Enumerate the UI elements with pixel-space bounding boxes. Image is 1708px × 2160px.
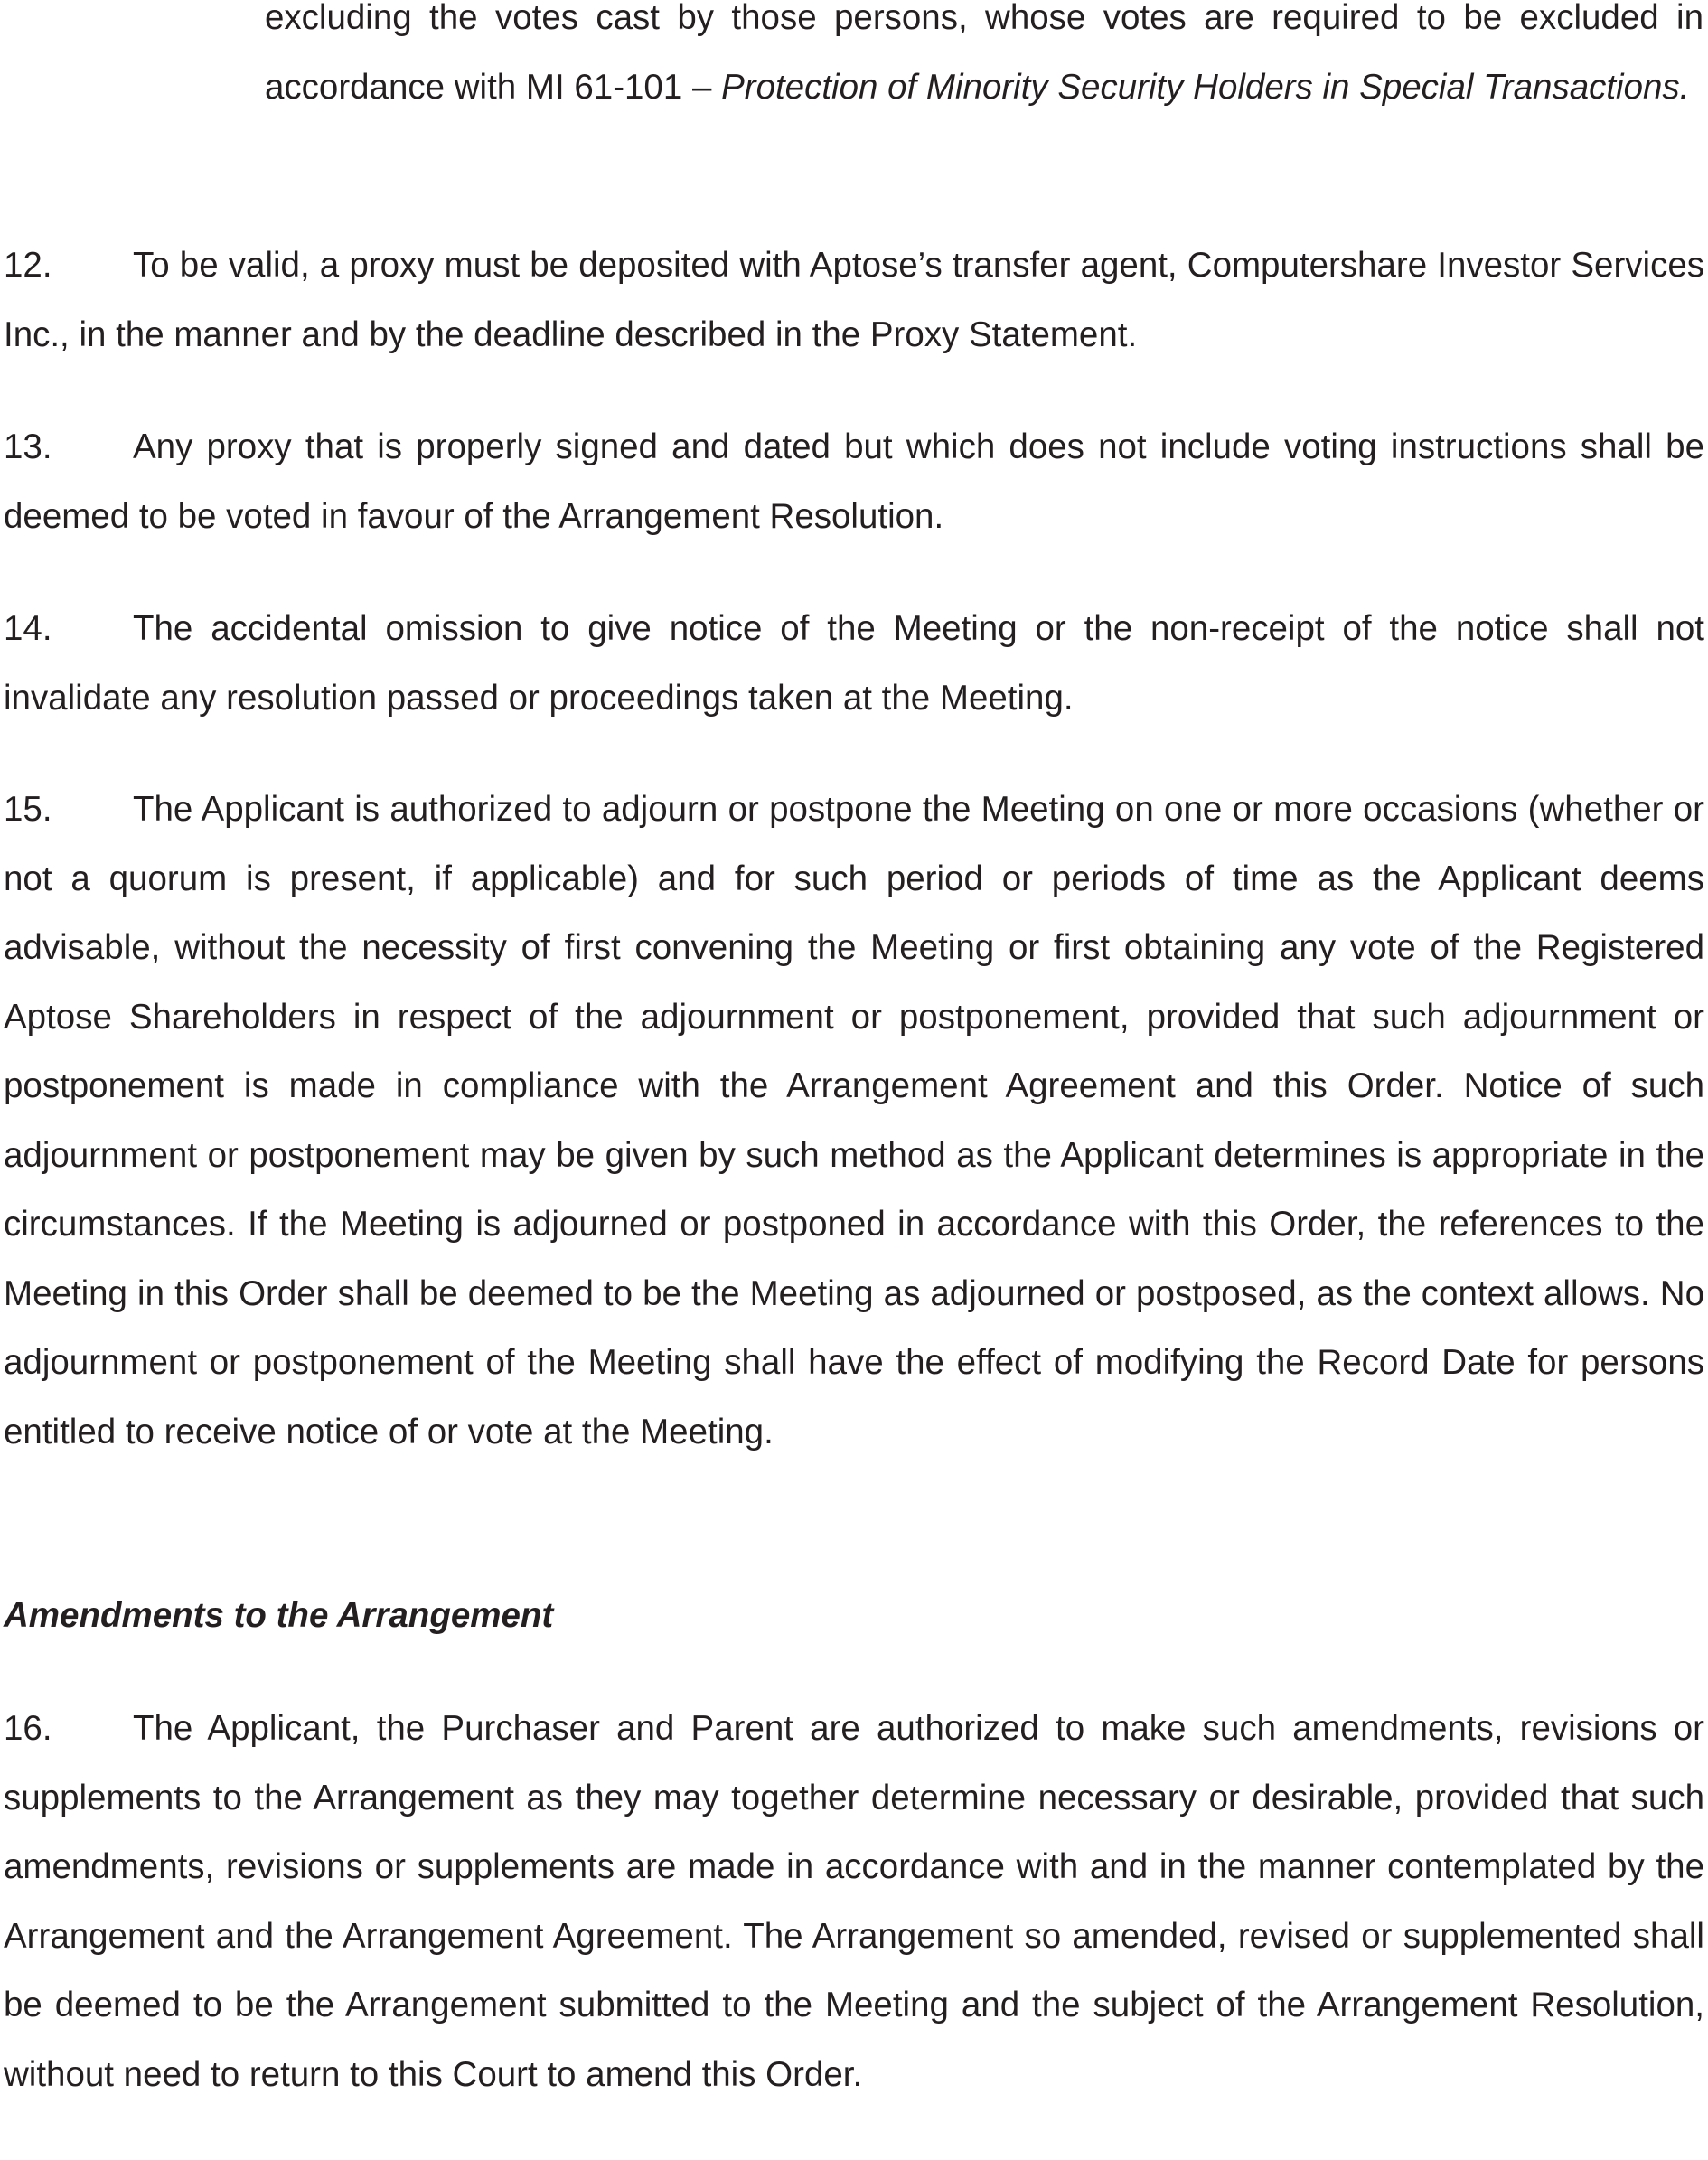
paragraph-13-text: Any proxy that is properly signed and dated but which does not include voting instructions shall be deemed to be voted in favour of the Arrangement Resolution.: [4, 427, 1704, 536]
paragraph-11-italic-reference: Protection of Minority Security Holders in Special Transactions.: [721, 67, 1690, 107]
paragraph-13-number: 13.: [4, 427, 52, 466]
paragraph-13: [4, 413, 1704, 551]
paragraph-16-text: The Applicant, the Purchaser and Parent are authorized to make such amendments, revisions or supplements to the Arrangement as they may together determine necessary or desirable, provided that such amendments, revisions or supplements are made in accordance with and in the manner contemplated by the Arrangement and the Arrangement Agreement. The Arrangement so amended, revised or supplemented shall be deemed to be the Arrangement submitted to the Meeting and the subject of the Arrangement Resolution, without need to return to this Court to amend this Order.: [4, 1709, 1704, 2094]
paragraph-12-text: To be valid, a proxy must be deposited with Aptose’s transfer agent, Computershare Investor Services Inc., in the manner and by the deadline described in the Proxy Statement.: [4, 246, 1704, 354]
section-heading-amendments: Amendments to the Arrangement: [4, 1596, 554, 1635]
paragraph-12-number: 12.: [4, 246, 52, 285]
paragraph-11-continuation: [265, 0, 1703, 122]
paragraph-14-number: 14.: [4, 609, 52, 648]
paragraph-16: [4, 1695, 1704, 2109]
paragraph-15-text: The Applicant is authorized to adjourn or postpone the Meeting on one or more occasions (whether or not a quorum is present, if applicable) and for such period or periods of time as the Applicant deems advisable, without the necessity of first convening the Meeting or first obtaining any vote of the Registered Aptose Shareholders in respect of the adjournment or postponement, provided that such adjournment or postponement is made in compliance with the Arrangement Agreement and this Order. Notice of such adjournment or postponement may be given by such method as the Applicant determines is appropriate in the circumstances. If the Meeting is adjourned or postponed in accordance with this Order, the references to the Meeting in this Order shall be deemed to be the Meeting as adjourned or postposed, as the context allows. No adjournment or postponement of the Meeting shall have the effect of modifying the Record Date for persons entitled to receive notice of or vote at the Meeting.: [4, 790, 1704, 1451]
paragraph-14: [4, 595, 1704, 733]
paragraph-12: [4, 231, 1704, 370]
paragraph-14-text: The accidental omission to give notice of the Meeting or the non-receipt of the notice shall not invalidate any resolution passed or proceedings taken at the Meeting.: [4, 609, 1704, 718]
paragraph-16-number: 16.: [4, 1709, 52, 1748]
paragraph-15: [4, 775, 1704, 1467]
paragraph-15-number: 15.: [4, 790, 52, 829]
paragraph-11-text: excluding the votes cast by those persons, whose votes are required to be excluded in accordance with MI 61-101 –: [265, 0, 1703, 107]
